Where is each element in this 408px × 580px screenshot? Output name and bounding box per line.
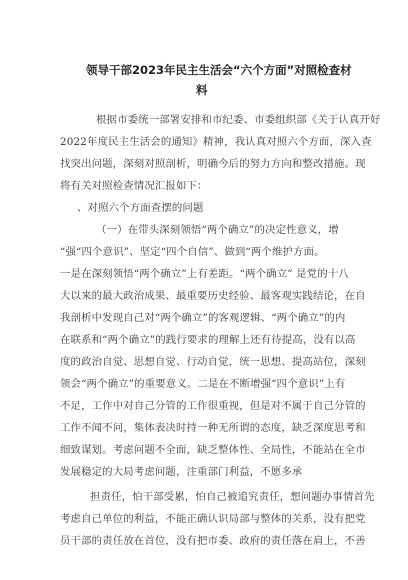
- body-line: 考虑自己单位的利益，不能正确认识局部与整体的关系，没有把党: [60, 513, 366, 525]
- body-line: 2022年度民主生活会的通知》精神，我认真对照六个方面，深入查: [60, 136, 372, 148]
- subsection-heading-continued: “强“四个意识”、坚定“四个自信”、做到“两个维护方面。: [60, 246, 325, 258]
- body-line: 我剖析中发现自己对“两个确立”的客观逻辑、“两个确立”的内: [60, 312, 346, 324]
- body-line: 工作不闻不问，集体表决时持一种无所谓的态度，缺乏深度思考和: [60, 422, 366, 434]
- body-line: 细致谋划。考虑问题不全面，缺乏整体性、全局性，不能站在全市: [60, 444, 366, 456]
- body-line: 在联系和“两个确立”的践行要求的理解上还有待提高，没有以高: [60, 334, 356, 346]
- body-line: 找突出问题，深刻对照剖析，明确今后的努力方向和整改措施。现: [60, 158, 366, 170]
- body-line: 度的政治自觉、思想自觉、行动自觉，统一思想、提高站位，深刻: [60, 356, 366, 368]
- subsection-heading: （一）在带头深刻领悟“两个确立”的决定性意义，增: [96, 224, 339, 236]
- body-line: 发展稳定的大局考虑问题，注重部门利益，不愿多承: [60, 466, 303, 478]
- body-line: 不足，工作中对自己分管的工作很重视，但是对不属于自己分管的: [60, 400, 366, 412]
- section-heading: 、对照六个方面查摆的问题: [77, 202, 204, 214]
- body-line: 将有关对照检查情况汇报如下：: [60, 180, 208, 192]
- document-title-continued: 料: [196, 83, 208, 97]
- body-line: 大以来的最大政治成果、最重要历史经验、最客观实践结论，在自: [60, 290, 366, 302]
- body-line: 一是在深刻领悟“两个确立”上有差距。“两个确立” 是党的十八: [60, 268, 349, 280]
- body-line: 领会“两个确立”的重要意义。二是在不断增强“四个意识”上有: [60, 378, 346, 390]
- body-line: 担责任，怕干部受累，怕自己被追究责任，想问题办事情首先: [90, 491, 375, 503]
- body-line: 根据市委统一部署安排和市纪委、市委组织部《关于认真开好: [96, 114, 381, 126]
- body-line: 员干部的责任放在首位，没有把市委、政府的责任落在肩上，不善: [60, 535, 366, 547]
- document-title: 领导干部2023年民主生活会“六个方面”对照检查材: [86, 63, 352, 77]
